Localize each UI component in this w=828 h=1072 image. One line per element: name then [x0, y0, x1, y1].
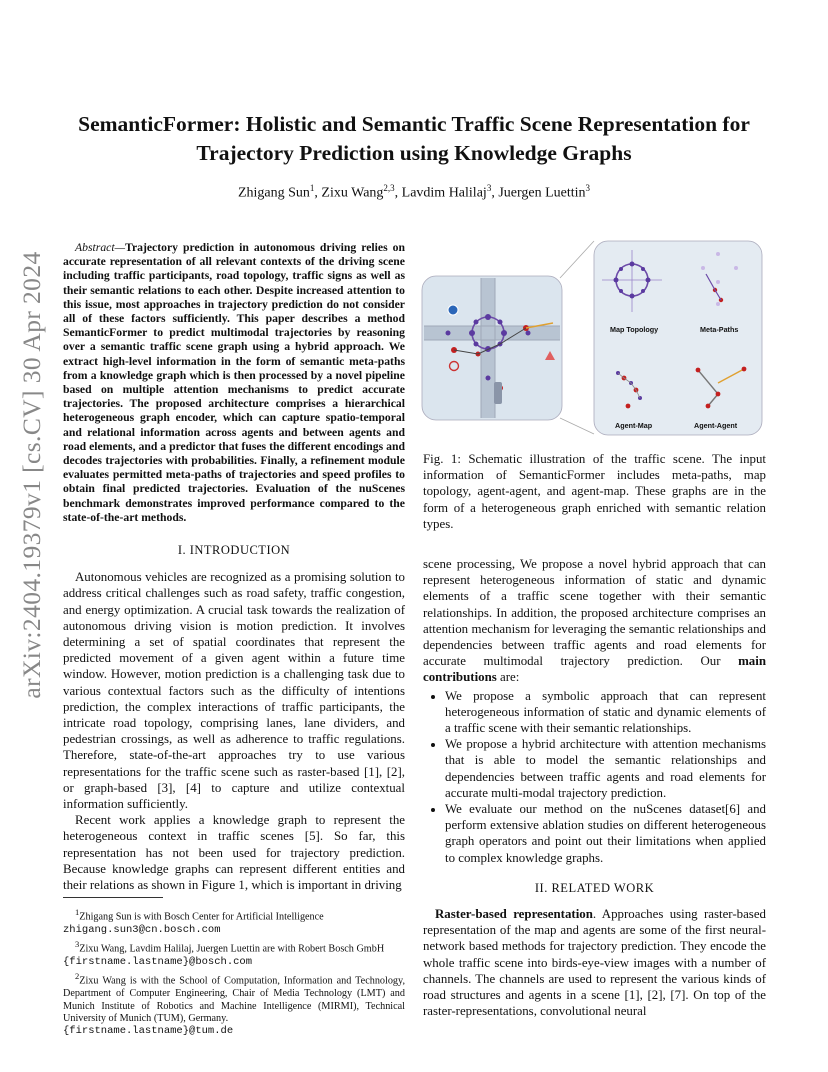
right-column: [423, 556, 766, 1019]
section-heading: II. RELATED WORK: [534, 880, 655, 895]
section-heading: I. INTRODUCTION: [177, 543, 291, 557]
author: Zhigang Sun: [237, 185, 310, 201]
zoom-line: [560, 241, 594, 278]
footnote: Zixu Wang is with the School of Computation, Information and Technology, Department of Computer Engineering, Chair of Media Technology (LMT) and Munich Institute of Robotics and Machine Intelligence (MIRMI), Technical University of Munich (TUM), Germany.: [63, 975, 405, 1025]
list-item: • We propose a hybrid architecture with attention mechanisms that is able to model the semantic relationships and dependencies between traffic agents and road elements for accurate multi-modal trajectory prediction.: [445, 736, 766, 801]
abstract-text: Trajectory prediction in autonomous driving relies on accurate representation of all relevant contexts of the driving scene including traffic participants, road topology, traffic signs as well as their semantic relations to each other. Despite increased attention to this issue, most approaches in trajectory prediction do not consider all of these factors sufficiently. This paper describes a method SemanticFormer to predict multimodal trajectories by reasoning over a semantic traffic scene graph using a hybrid approach. We extract high-level information in the form of semantic meta-paths from a knowledge graph which is then processed by a novel pipeline based on multiple attention mechanisms to predict accurate trajectories. The proposed architecture comprises a hierarchical heterogeneous graph encoder, which can capture spatio-temporal and relational information across agents and between agents and road elements, and a predictor that fuses the different encodings and decodes trajectories with probabilities. Finally, a refinement module evaluates permitted meta-paths of trajectories and speed profiles to obtain final predicted trajectories. Evaluation of the nuScenes benchmark demonstrates improved performance compared to the state-of-the-art methods.: [63, 241, 405, 524]
author: Juergen Luettin: [498, 185, 586, 201]
footnote-rule: [63, 897, 163, 898]
arxiv-stamp: arXiv:2404.19379v1 [cs.CV] 30 Apr 2024: [17, 251, 46, 699]
paragraph: scene processing, We propose a novel hybrid approach that can represent heterogeneous information of static and dynamic elements of a traffic scene together with their semantic relationships. In addition, the proposed architecture comprises an attention mechanism for leveraging the semantic relationships and dependencies between traffic agents and road elements for accurate multimodal trajectory prediction. Our main contributions are:: [423, 557, 766, 685]
author: Lavdim Halilaj: [401, 185, 487, 201]
panel-label: Agent-Map: [615, 421, 653, 430]
abstract-label: Abstract: [75, 241, 115, 254]
paper-title: SemanticFormer: Holistic and Semantic Traffic Scene Representation for Trajectory Prediction using Knowledge Graphs: [78, 112, 750, 165]
email: zhigang.sun3@cn.bosch.com: [63, 923, 221, 936]
contribution-list: [423, 688, 766, 866]
abstract: Abstract—Trajectory prediction in autonomous driving relies on accurate representation of all relevant contexts of the driving scene including traffic participants, road topology, traffic signs as well as their semantic relations to each other. Despite increased attention to this issue, most approaches in trajectory prediction do not consider all of these factors sufficiently. This paper describes a method SemanticFormer to predict multimodal trajectories by reasoning over a semantic traffic scene graph using a hybrid approach. We extract high-level information in the form of semantic meta-paths from a knowledge graph which is then processed by a novel pipeline based on multiple attention mechanisms to predict accurate trajectories. The proposed architecture comprises a hierarchical heterogeneous graph encoder, which can capture spatio-temporal and relational information across agents and between agents and road elements, and a predictor that fuses the different encodings and decodes trajectories with probabilities. Finally, a refinement module evaluates permitted meta-paths of trajectories and speed profiles to obtain final predicted trajectories. Evaluation of the nuScenes benchmark demonstrates improved performance compared to the state-of-the-art methods.: [63, 241, 405, 524]
author: Zixu Wang: [321, 185, 384, 201]
bold-phrase: main contributions: [423, 654, 766, 685]
email: {firstname.lastname}@bosch.com: [63, 956, 253, 968]
footnote: Zhigang Sun is with Bosch Center for Artificial Intelligence: [79, 911, 324, 923]
author-list: Zhigang Sun$^1$, Zixu Wang$^{2,3}$, Lavdim Halilaj$^3$, Juergen Luettin$^3$: [237, 183, 591, 201]
zoom-line: [560, 418, 594, 434]
email: {firstname.lastname}@tum.de: [63, 1025, 234, 1038]
author-affiliation: 3: [486, 183, 492, 193]
list-item: • We propose a symbolic approach that can represent heterogeneous information of static and dynamic elements of a traffic scene with their semantic relationships.: [445, 688, 766, 737]
figure-caption: Fig. 1: Schematic illustration of the traffic scene. The input information of SemanticFormer includes meta-paths, map topology, agent-agent, and agent-map. These graphs are in the form of a heterogeneous graph enriched with semantic relation types.: [423, 452, 766, 531]
panel-label: Agent-Agent: [694, 421, 738, 430]
panel-label: Map Topology: [610, 325, 659, 334]
author-affiliation: 1: [309, 183, 315, 193]
author-affiliation: 2,3: [383, 183, 395, 193]
figure-traffic-scene: [418, 238, 766, 438]
panel-label: Meta-Paths: [700, 325, 739, 334]
introduction-section: [63, 542, 405, 893]
footnote: Zixu Wang, Lavdim Halilaj, Juergen Luettin are with Robert Bosch GmbH: [79, 943, 385, 955]
author-affiliation: 3: [585, 183, 591, 193]
footnotes: $^1$Zhigang Sun is with Bosch Center for Artificial Intelligence zhigang.sun3@cn.bosch.com $^3$Zixu Wang, Lavdim Halilaj, Juergen Luettin are with Robert Bosch GmbH {firstname.lastname}@bosch.com $^2$Zixu Wang is with the School of Computation, Information and Technology, Department of Computer Engineering, Chair of Media Technology (LMT) and Munich Institute of Robotics and Machine Intelligence (MIRMI), Technical University of Munich (TUM), Germany. {firstname.lastname}@tum.de: [63, 907, 405, 1038]
paragraph: Autonomous vehicles are recognized as a promising solution to address critical challenges such as road safety, traffic congestion, and energy optimization. A crucial task towards the realization of autonomous driving vision is motion prediction. It involves determining a set of spatial coordinates that represent the predicted movement of a given agent within a future time window. However, motion prediction is a challenging task due to various contextual factors such as the difficulty of intentions prediction, the complex interactions of traffic participants, the intricate road topology, comprising lanes, lane dividers, and pedestrian crossings, as well as adherence to traffic regulations. Therefore, state-of-the-art approaches try to use various representations for the traffic scene such as raster-based [1], [2], or graph-based [3], [4] to capture and utilize contextual information sufficiently.: [63, 570, 405, 812]
bold-phrase: Raster-based representation: [435, 907, 593, 922]
paragraph: Recent work applies a knowledge graph to represent the heterogeneous context in traffic scenes [5]. So far, this representation has not been used for trajectory prediction. Because knowledge graphs can represent different entities and their relations as shown in Figure 1, which is important in driving: [63, 813, 405, 893]
paragraph: Raster-based representation. Approaches using raster-based representation of the map and agents are some of the first neural-network based methods for trajectory prediction. They encode the whole traffic scene into birds-eye-view images with a number of channels. The channels are used to represent the various kinds of road structures and agents in a scene [1], [2], [7]. On top of the raster-representations, convolutional neural: [423, 907, 766, 1019]
list-item: • We evaluate our method on the nuScenes dataset[6] and perform extensive ablation studies on different heterogeneous graph operators and point out their limitations when applied to complex knowledge graphs.: [445, 801, 766, 866]
